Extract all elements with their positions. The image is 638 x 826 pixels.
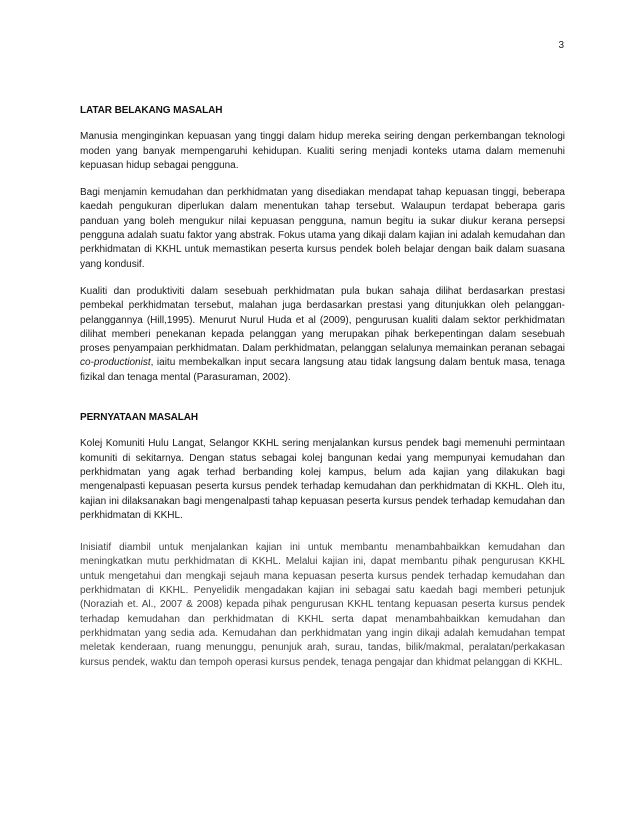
paragraph-2: Bagi menjamin kemudahan dan perkhidmatan yang disediakan mendapat tahap kepuasan tinggi, beberapa kaedah pengukuran diperlukan dalam menentukan tahap tersebut. Walaupun terdapat beberapa garis panduan yang boleh mengukur nilai kepuasan pengguna, namun begitu ia sukar diukur kerana persepsi pengguna adalah suatu faktor yang abstrak. Fokus utama yang dikaji dalam kajian ini adalah kemudahan dan perkhidmatan di KKHL untuk memastikan peserta kursus pendek boleh belajar dengan baik dalam suasana yang kondusif.: [80, 187, 565, 270]
section-heading-pernyataan: PERNYATAAN MASALAH: [80, 412, 199, 424]
paragraph-3-text-b: , iaitu membekalkan input secara langsung atau tidak langsung dalam bentuk masa, tenaga fizikal dan tenaga mental (Parasuraman, 2002).: [80, 357, 565, 383]
paragraph-1: Manusia menginginkan kepuasan yang tinggi dalam hidup mereka seiring dengan perkembangan teknologi moden yang banyak mempengaruhi kehidupan. Kualiti sering menjadi konteks utama dalam memenuhi kepuasan hidup sebagai pengguna.: [80, 131, 565, 171]
document-body: [80, 104, 565, 683]
paragraph-5: Inisiatif diambil untuk menjalankan kajian ini untuk membantu menambahbaikkan kemudahan dan meningkatkan mutu perkhidmatan di KKHL. Melalui kajian ini, dapat membantu pihak pengurusan KKHL untuk mengetahui dan mengkaji sejauh mana kepuasan peserta kursus pendek terhadap kemudahan dan perkhidmatan di KKHL. Penyelidik mengadakan kajian ini sebagai satu kaedah bagi memberi petunjuk (Noraziah et. Al., 2007 & 2008) kepada pihak pengurusan KKHL tentang kepuasan peserta kursus pendek terhadap kemudahan dan perkhidmatan di KKHL serta dapat menambahbaikkan kemudahan dan perkhidmatan yang sedia ada. Kemudahan dan perkhidmatan yang ingin dikaji adalah kemudahan tempat meletak kenderaan, ruang menunggu, penunjuk arah, surau, tandas, bilik/makmal, peralatan/perkakasan kursus pendek, waktu dan tempoh operasi kursus pendek, tenaga pengajar dan khidmat pelanggan di KKHL.: [80, 542, 565, 668]
paragraph-3-italic-term: co-productionist: [80, 357, 151, 369]
paragraph-4: Kolej Komuniti Hulu Langat, Selangor KKHL sering menjalankan kursus pendek bagi memenuhi permintaan komuniti di sekitarnya. Dengan status sebagai kolej bangunan kedai yang mempunyai kemudahan dan perkhidmatan yang agak terhad berbanding kolej kampus, belum ada kajian yang dilakukan bagi mengenalpasti kepuasan peserta kursus pendek terhadap kemudahan dan perkhidmatan di KKHL. Oleh itu, kajian ini dilaksanakan bagi mengenalpasti tahap kepuasan peserta kursus pendek terhadap kemudahan dan perkhidmatan di KKHL.: [80, 438, 565, 521]
section-heading-latar-belakang: LATAR BELAKANG MASALAH: [80, 105, 223, 116]
page-number: 3: [558, 40, 564, 51]
paragraph-3-text-a: Kualiti dan produktiviti dalam sesebuah perkhidmatan pula bukan sahaja dilihat berdasarkan prestasi pembekal perkhidmatan tersebut, malahan juga berdasarkan prestasi yang ditunjukkan oleh pelanggan-pelanggannya (Hill,1995). Menurut Nurul Huda et al (2009), pengurusan kualiti dalam sektor perkhidmatan dilihat memberi penekanan kepada pelanggan yang merupakan pihak berkepentingan dalam sesebuah proses penyampaian perkhidmatan. Dalam perkhidmatan, pelanggan selalunya memainkan peranan sebagai: [80, 285, 565, 355]
paragraph-3: [80, 285, 565, 385]
